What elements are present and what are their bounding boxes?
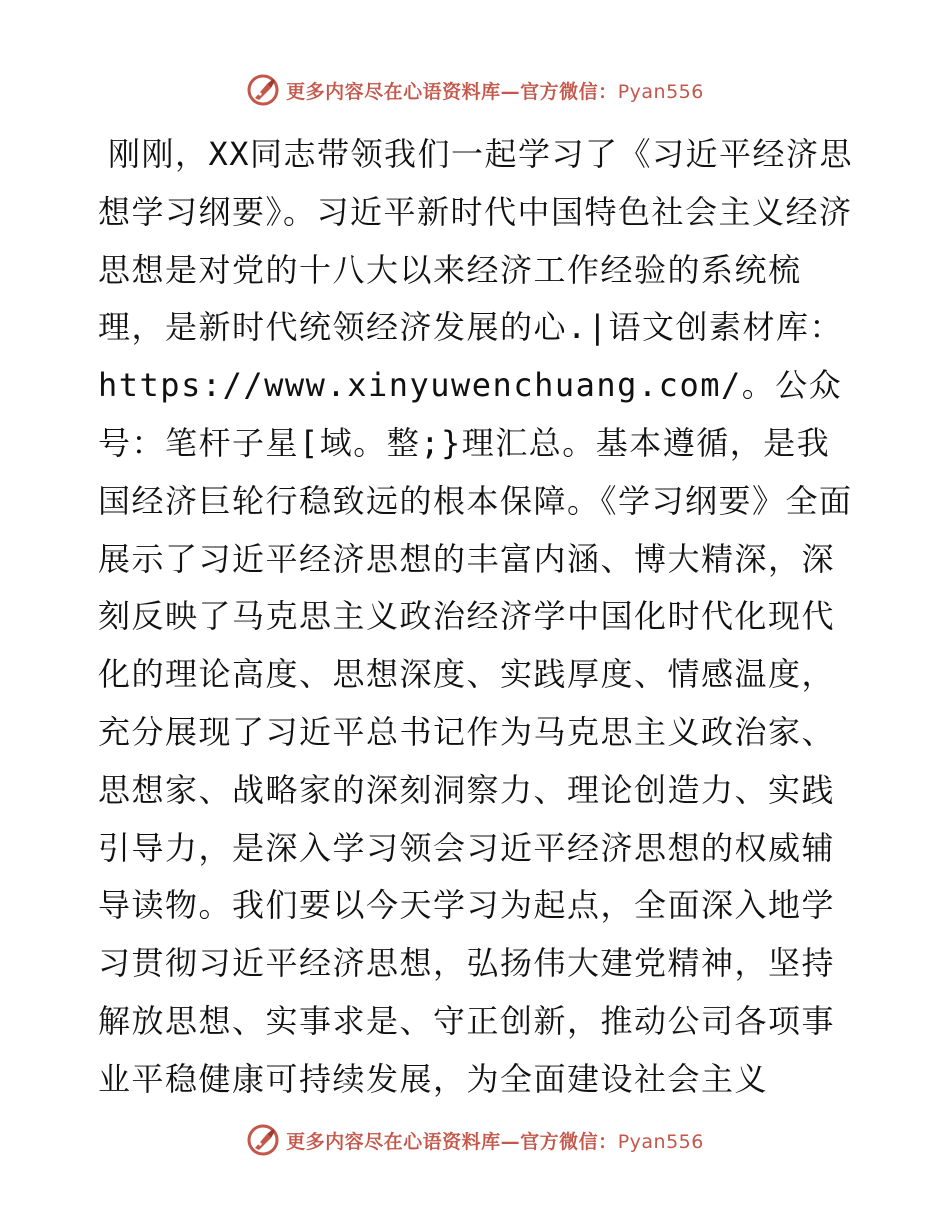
header-banner-text-group [286, 77, 704, 104]
footer-banner [0, 1120, 950, 1160]
footer-banner-inner [246, 1123, 704, 1157]
footer-banner-dash: — [500, 1130, 521, 1153]
pen-nib-logo-icon [246, 73, 280, 107]
header-banner [0, 70, 950, 110]
header-banner-wechat-id: Pyan556 [617, 80, 704, 103]
header-banner-inner [246, 73, 704, 107]
header-banner-title: 更多内容尽在心语资料库 [286, 80, 501, 103]
footer-banner-wechat-id: Pyan556 [617, 1130, 704, 1153]
footer-banner-official-label: 官方微信： [520, 1130, 618, 1153]
document-body [98, 126, 858, 1109]
body-paragraph: 刚刚，XX同志带领我们一起学习了《习近平经济思想学习纲要》。习近平新时代中国特色社会主义经济思想是对党的十八大以来经济工作经验的系统梳理，是新时代统领经济发展的心.|语文创素材库：https://www.xinyuwenchuang.com/。公众号：笔杆子星[域。整;}理汇总。基本遵循，是我国经济巨轮行稳致远的根本保障。《学习纲要》全面展示了习近平经济思想的丰富内涵、博大精深，深刻反映了马克思主义政治经济学中国化时代化现代化的理论高度、思想深度、实践厚度、情感温度，充分展现了习近平总书记作为马克思主义政治家、思想家、战略家的深刻洞察力、理论创造力、实践引导力，是深入学习领会习近平经济思想的权威辅导读物。我们要以今天学习为起点，全面深入地学习贯彻习近平经济思想，弘扬伟大建党精神，坚持解放思想、实事求是、守正创新，推动公司各项事业平稳健康可持续发展，为全面建设社会主义 [98, 135, 854, 1098]
header-banner-official-label: 官方微信： [520, 80, 618, 103]
header-banner-dash: — [500, 80, 521, 103]
footer-banner-title: 更多内容尽在心语资料库 [286, 1130, 501, 1153]
pen-nib-logo-icon [246, 1123, 280, 1157]
footer-banner-text-group [286, 1127, 704, 1154]
